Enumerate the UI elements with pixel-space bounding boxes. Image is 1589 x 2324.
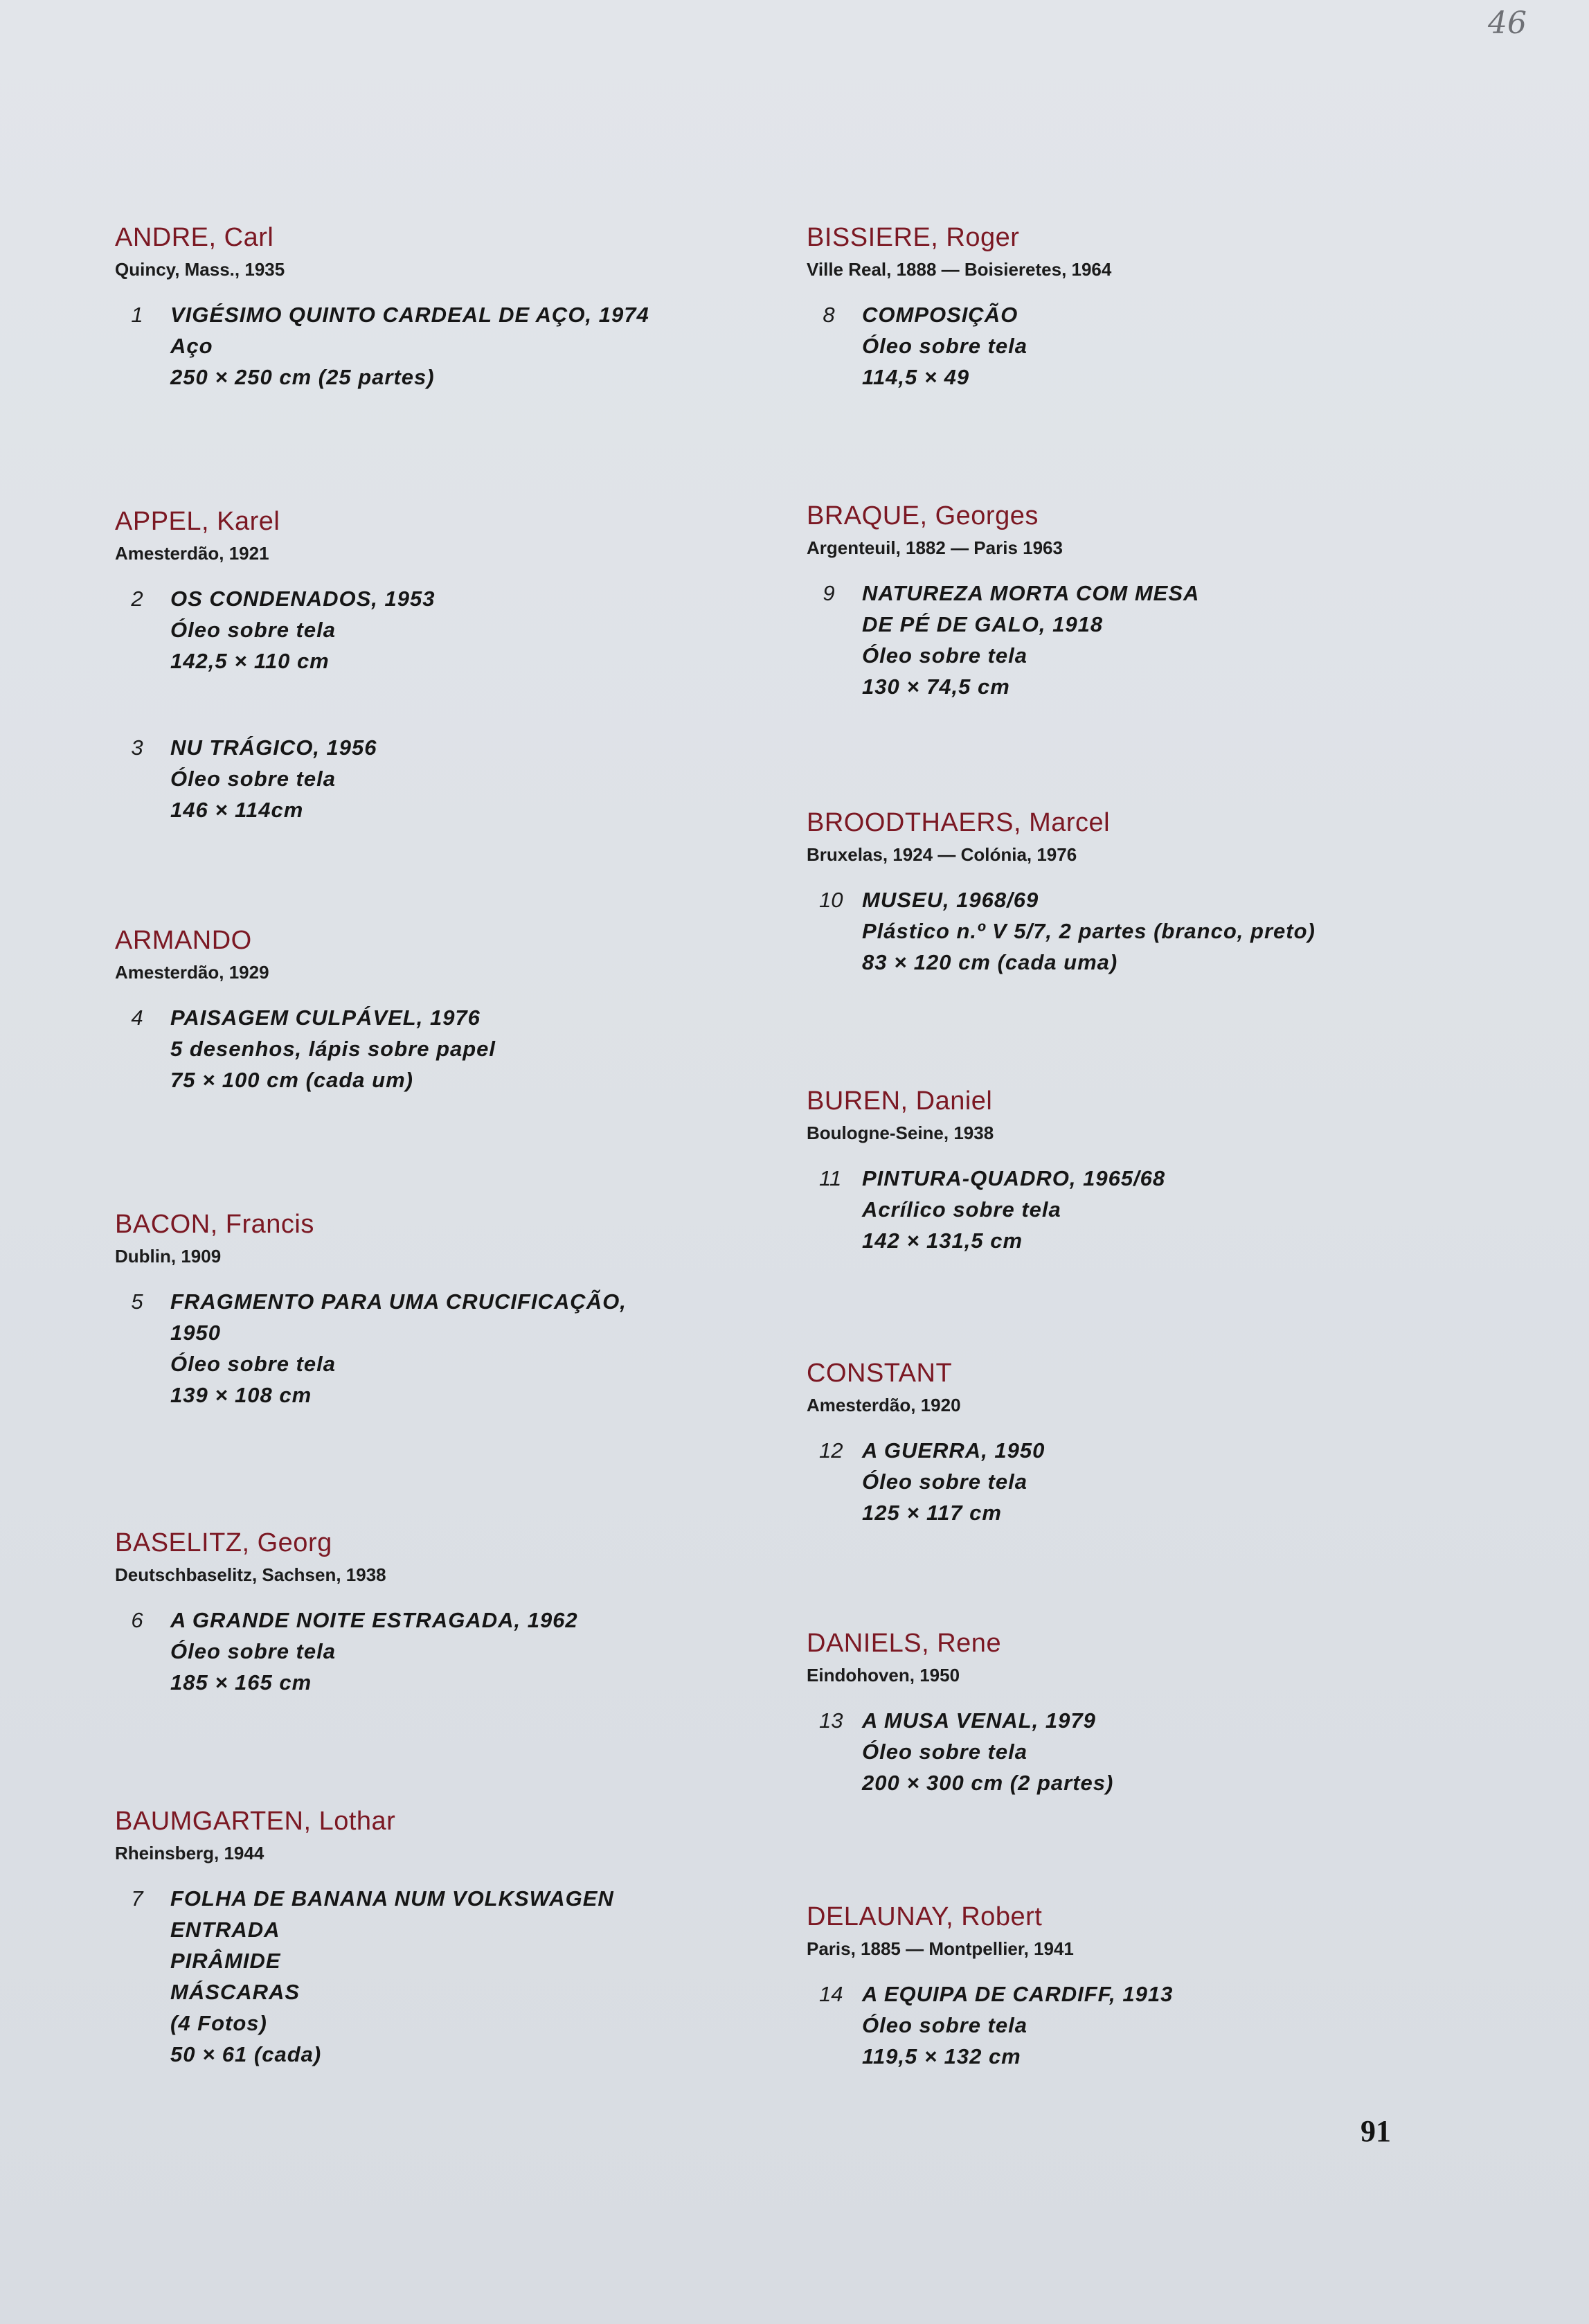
artwork-medium: Óleo sobre tela [862, 334, 1027, 358]
artwork-medium: Acrílico sobre tela [862, 1197, 1061, 1222]
artwork-title: A GRANDE NOITE ESTRAGADA, 1962 [170, 1608, 578, 1632]
artist-entry [807, 500, 1499, 702]
artwork-dimensions: 75 × 100 cm (cada um) [170, 1068, 413, 1092]
artist-name: APPEL, Karel [115, 507, 280, 536]
artwork-entry [115, 1605, 780, 1698]
artwork-title: FRAGMENTO PARA UMA CRUCIFICAÇÃO, [170, 1289, 627, 1314]
catalogue-number: 9 [823, 581, 835, 605]
artist-name: DELAUNAY, Robert [807, 1902, 1043, 1931]
artist-origin: Deutschbaselitz, Sachsen, 1938 [115, 1564, 386, 1585]
artwork-dimensions: 83 × 120 cm (cada uma) [862, 950, 1118, 974]
artist-origin: Boulogne-Seine, 1938 [807, 1123, 994, 1143]
catalogue-number: 12 [819, 1438, 843, 1463]
artist-entry [115, 1805, 780, 2070]
artwork-dimensions: 250 × 250 cm (25 partes) [170, 365, 435, 389]
artwork-title: A MUSA VENAL, 1979 [862, 1708, 1096, 1733]
artwork-dimensions: 50 × 61 (cada) [170, 2042, 322, 2066]
artwork-medium: Óleo sobre tela [862, 643, 1027, 668]
catalogue-number: 8 [823, 303, 835, 327]
catalogue-number: 5 [131, 1289, 143, 1314]
artist-origin: Bruxelas, 1924 — Colónia, 1976 [807, 844, 1077, 865]
artwork-entry [115, 1883, 780, 2070]
catalogue-number: 4 [131, 1005, 143, 1030]
artwork-entry [115, 1002, 780, 1096]
artist-origin: Rheinsberg, 1944 [115, 1843, 264, 1863]
catalogue-number: 14 [819, 1982, 843, 2006]
artist-name: CONSTANT [807, 1359, 953, 1388]
artwork-dimensions: 114,5 × 49 [862, 365, 970, 389]
artist-origin: Paris, 1885 — Montpellier, 1941 [807, 1938, 1074, 1959]
artist-name: BROODTHAERS, Marcel [807, 808, 1111, 837]
artist-entry [807, 1627, 1499, 1798]
artwork-entry [807, 299, 1499, 393]
artist-entry [807, 1901, 1499, 2072]
artwork-medium: (4 Fotos) [170, 2011, 267, 2035]
artist-name: BUREN, Daniel [807, 1087, 993, 1116]
artwork-entry [807, 578, 1499, 702]
artwork-entry [115, 1286, 780, 1411]
artwork-dimensions: 139 × 108 cm [170, 1383, 312, 1407]
artwork-title: A GUERRA, 1950 [862, 1438, 1045, 1463]
artwork-medium: 5 desenhos, lápis sobre papel [170, 1037, 496, 1061]
artist-origin: Quincy, Mass., 1935 [115, 259, 285, 280]
artist-name: BASELITZ, Georg [115, 1528, 332, 1557]
artwork-dimensions: 125 × 117 cm [862, 1501, 1002, 1525]
artwork-title: ENTRADA [170, 1918, 280, 1942]
artwork-entry [115, 732, 780, 825]
artist-name: BACON, Francis [115, 1210, 314, 1239]
artist-origin: Dublin, 1909 [115, 1246, 222, 1267]
artwork-entry [807, 1163, 1499, 1256]
artwork-medium: Plástico n.º V 5/7, 2 partes (branco, preto) [862, 919, 1316, 943]
artwork-title: NU TRÁGICO, 1956 [170, 735, 377, 760]
artwork-medium: Óleo sobre tela [170, 1352, 336, 1376]
artwork-entry [115, 299, 780, 393]
artwork-entry [807, 1978, 1499, 2072]
artwork-title: NATUREZA MORTA COM MESA [862, 581, 1200, 605]
artwork-medium: Óleo sobre tela [170, 1639, 336, 1663]
catalogue-number: 10 [819, 888, 843, 912]
artwork-dimensions: 130 × 74,5 cm [862, 674, 1010, 699]
artist-entry [115, 506, 780, 825]
artwork-dimensions: 119,5 × 132 cm [862, 2044, 1021, 2068]
artwork-entry [115, 583, 780, 677]
artwork-title-year: 1950 [170, 1321, 221, 1345]
artist-entry [807, 222, 1499, 393]
artist-entry [807, 807, 1499, 978]
artist-origin: Amesterdão, 1929 [115, 962, 269, 983]
artist-name: ANDRE, Carl [115, 223, 274, 252]
artwork-medium: Óleo sobre tela [862, 1469, 1027, 1494]
artwork-medium: Óleo sobre tela [170, 618, 336, 642]
artist-entry [115, 222, 780, 393]
catalogue-number: 2 [131, 587, 143, 611]
artwork-title: FOLHA DE BANANA NUM VOLKSWAGEN [170, 1886, 614, 1911]
artwork-dimensions: 142,5 × 110 cm [170, 649, 330, 673]
artwork-medium: Aço [170, 334, 213, 358]
handwritten-page-note: 46 [1488, 6, 1527, 41]
artwork-title: PIRÂMIDE [170, 1949, 281, 1973]
artwork-title: PAISAGEM CULPÁVEL, 1976 [170, 1005, 481, 1030]
artist-name: BISSIERE, Roger [807, 223, 1020, 252]
artwork-entry [807, 1435, 1499, 1528]
artist-origin: Amesterdão, 1921 [115, 543, 269, 564]
artist-entry [115, 1527, 780, 1698]
artist-origin: Eindohoven, 1950 [807, 1665, 960, 1686]
artist-name: DANIELS, Rene [807, 1629, 1002, 1658]
artwork-medium: Óleo sobre tela [862, 2013, 1027, 2037]
artwork-title: DE PÉ DE GALO, 1918 [862, 612, 1104, 636]
artwork-dimensions: 185 × 165 cm [170, 1670, 312, 1695]
artwork-dimensions: 142 × 131,5 cm [862, 1228, 1023, 1253]
artist-entry [807, 1357, 1499, 1528]
catalogue-number: 1 [131, 303, 143, 327]
artist-name: ARMANDO [115, 926, 252, 955]
artwork-title: VIGÉSIMO QUINTO CARDEAL DE AÇO, 1974 [170, 303, 649, 327]
artwork-entry [807, 884, 1499, 978]
catalogue-number: 11 [819, 1166, 842, 1190]
artwork-title: PINTURA-QUADRO, 1965/68 [862, 1166, 1166, 1190]
artwork-medium: Óleo sobre tela [170, 767, 336, 791]
artist-entry [115, 924, 780, 1096]
catalogue-number: 6 [131, 1608, 143, 1632]
catalogue-number: 13 [819, 1708, 843, 1733]
artwork-dimensions: 146 × 114cm [170, 798, 304, 822]
artwork-title: COMPOSIÇÃO [862, 303, 1018, 327]
artist-name: BRAQUE, Georges [807, 501, 1039, 530]
artwork-dimensions: 200 × 300 cm (2 partes) [862, 1771, 1114, 1795]
artwork-title: A EQUIPA DE CARDIFF, 1913 [862, 1982, 1174, 2006]
artwork-title: OS CONDENADOS, 1953 [170, 587, 436, 611]
artwork-title: MUSEU, 1968/69 [862, 888, 1039, 912]
artwork-entry [807, 1705, 1499, 1798]
catalogue-number: 7 [131, 1886, 143, 1911]
page-number: 91 [1361, 2114, 1391, 2148]
artist-entry [115, 1208, 780, 1411]
artist-entry [807, 1085, 1499, 1256]
artist-origin: Ville Real, 1888 — Boisieretes, 1964 [807, 259, 1112, 280]
artist-origin: Amesterdão, 1920 [807, 1395, 961, 1415]
artist-origin: Argenteuil, 1882 — Paris 1963 [807, 537, 1063, 558]
artwork-title: MÁSCARAS [170, 1980, 300, 2004]
artwork-medium: Óleo sobre tela [862, 1740, 1027, 1764]
artist-name: BAUMGARTEN, Lothar [115, 1807, 396, 1836]
catalogue-number: 3 [131, 735, 143, 760]
